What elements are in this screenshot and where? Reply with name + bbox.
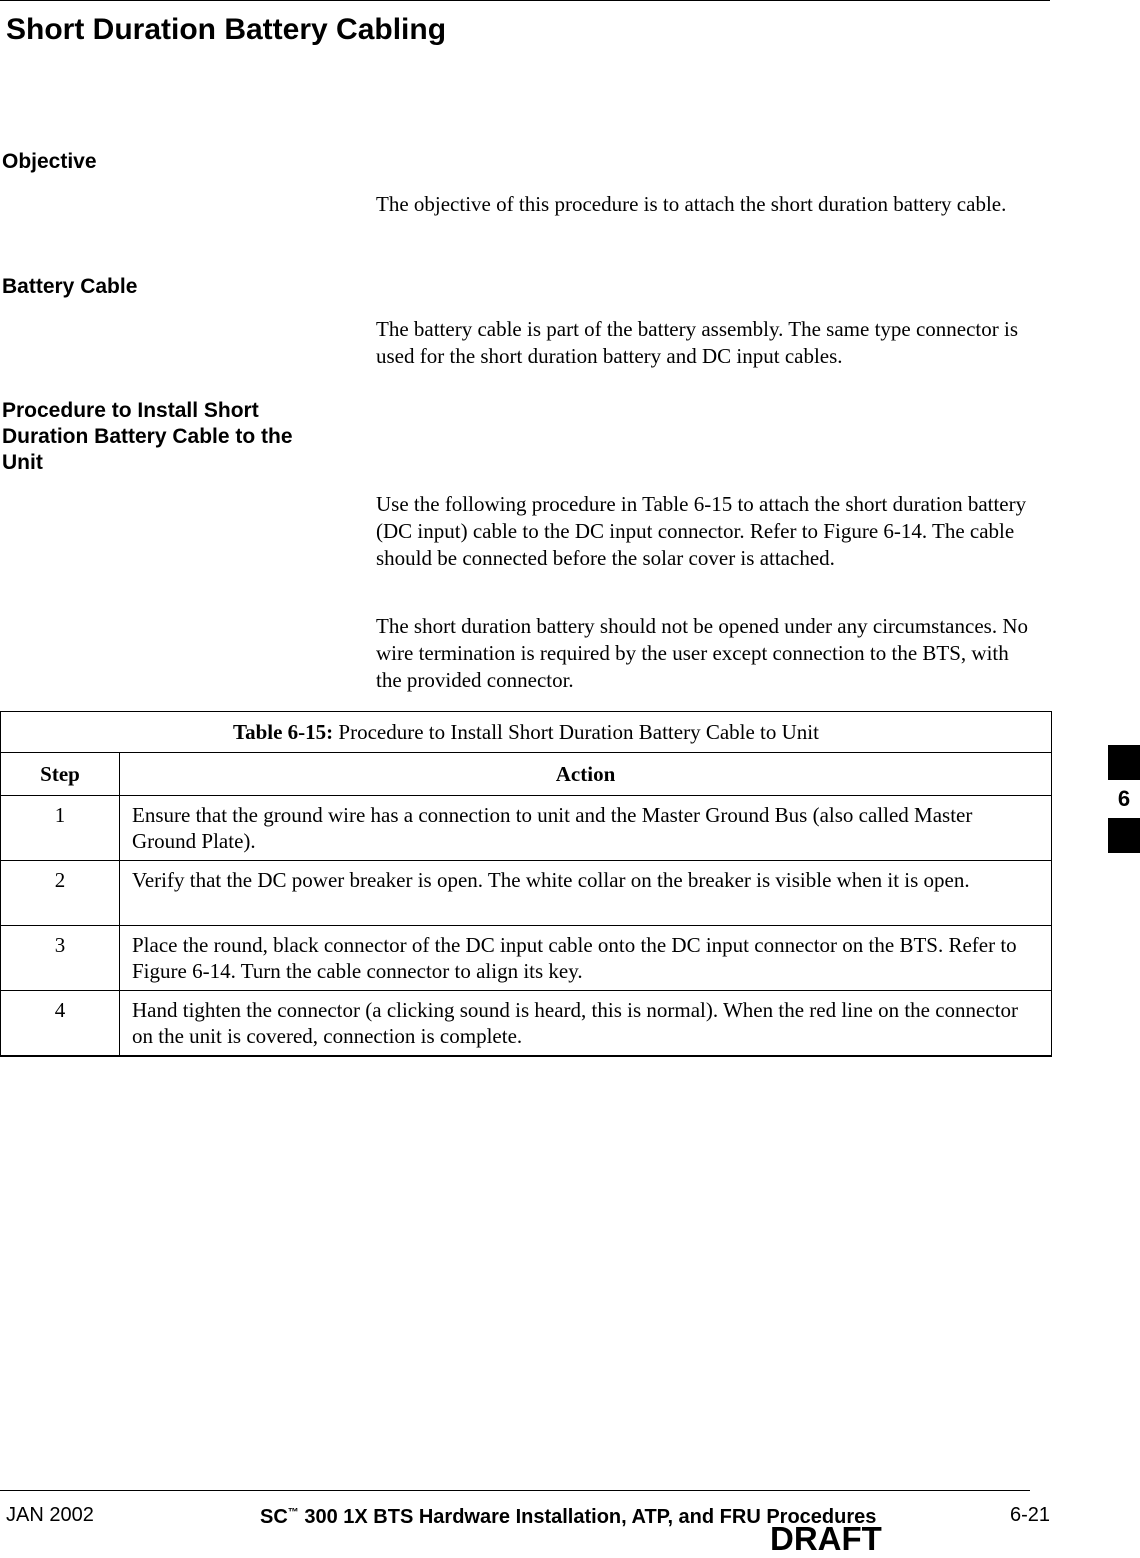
- step-number: 2: [1, 861, 120, 926]
- step-action: Place the round, black connector of the DC input cable onto the DC input connector on the BTS. Refer to Figure 6-14. Turn the cable connector to align its key.: [120, 926, 1052, 991]
- footer-title-prefix: SC: [260, 1506, 288, 1528]
- chapter-tab-marker-bottom: [1108, 818, 1140, 853]
- draft-stamp: DRAFT: [770, 1520, 882, 1557]
- table-header-row: [1, 753, 1052, 796]
- step-action: Hand tighten the connector (a clicking sound is heard, this is normal). When the red line on the connector on the unit is covered, connection is complete.: [120, 991, 1052, 1057]
- step-number: 4: [1, 991, 120, 1057]
- objective-paragraph: The objective of this procedure is to attach the short duration battery cable.: [376, 192, 1007, 216]
- table-row: [1, 796, 1052, 861]
- table-row: [1, 991, 1052, 1057]
- footer-title-rest: 300 1X BTS Hardware Installation, ATP, and FRU Procedures: [298, 1506, 877, 1528]
- header-rule: [0, 0, 1050, 1]
- table-caption-text: Procedure to Install Short Duration Battery Cable to Unit: [333, 720, 819, 744]
- chapter-tab-number: 6: [1117, 786, 1131, 811]
- procedure-paragraph-1: Use the following procedure in Table 6-15 to attach the short duration battery (DC input) cable to the DC input connector. Refer to Figure 6-14. The cable should be connected before the solar cover is attached.: [376, 492, 1027, 570]
- battery-cable-paragraph: The battery cable is part of the battery assembly. The same type connector is used for the short duration battery and DC input cables.: [376, 317, 1019, 368]
- table-row: [1, 926, 1052, 991]
- step-action: Verify that the DC power breaker is open. The white collar on the breaker is visible when it is open.: [120, 861, 1052, 926]
- section-heading-objective: Objective: [2, 150, 97, 173]
- chapter-tab-marker-top: [1108, 745, 1140, 780]
- column-header-action: Action: [120, 753, 1052, 796]
- table-row: [1, 861, 1052, 926]
- step-action: Ensure that the ground wire has a connection to unit and the Master Ground Bus (also called Master Ground Plate).: [120, 796, 1052, 861]
- section-heading-battery-cable: Battery Cable: [2, 275, 138, 298]
- footer-rule: [0, 1490, 1030, 1491]
- footer-page-number: 6-21: [1010, 1504, 1051, 1526]
- table-caption-row: [1, 712, 1052, 753]
- column-header-step: Step: [1, 753, 120, 796]
- step-number: 3: [1, 926, 120, 991]
- page-title: Short Duration Battery Cabling: [6, 13, 447, 46]
- table-caption-label: Table 6-15:: [233, 720, 334, 744]
- procedure-table: [0, 711, 1052, 1057]
- footer-date: JAN 2002: [6, 1504, 94, 1526]
- procedure-paragraph-2: The short duration battery should not be opened under any circumstances. No wire termination is required by the user except connection to the BTS, with the provided connector.: [376, 614, 1028, 692]
- section-heading-procedure: Procedure to Install Short Duration Battery Cable to the Unit: [2, 399, 293, 474]
- table-caption: [1, 712, 1052, 753]
- trademark-symbol: ™: [287, 1506, 299, 1519]
- step-number: 1: [1, 796, 120, 861]
